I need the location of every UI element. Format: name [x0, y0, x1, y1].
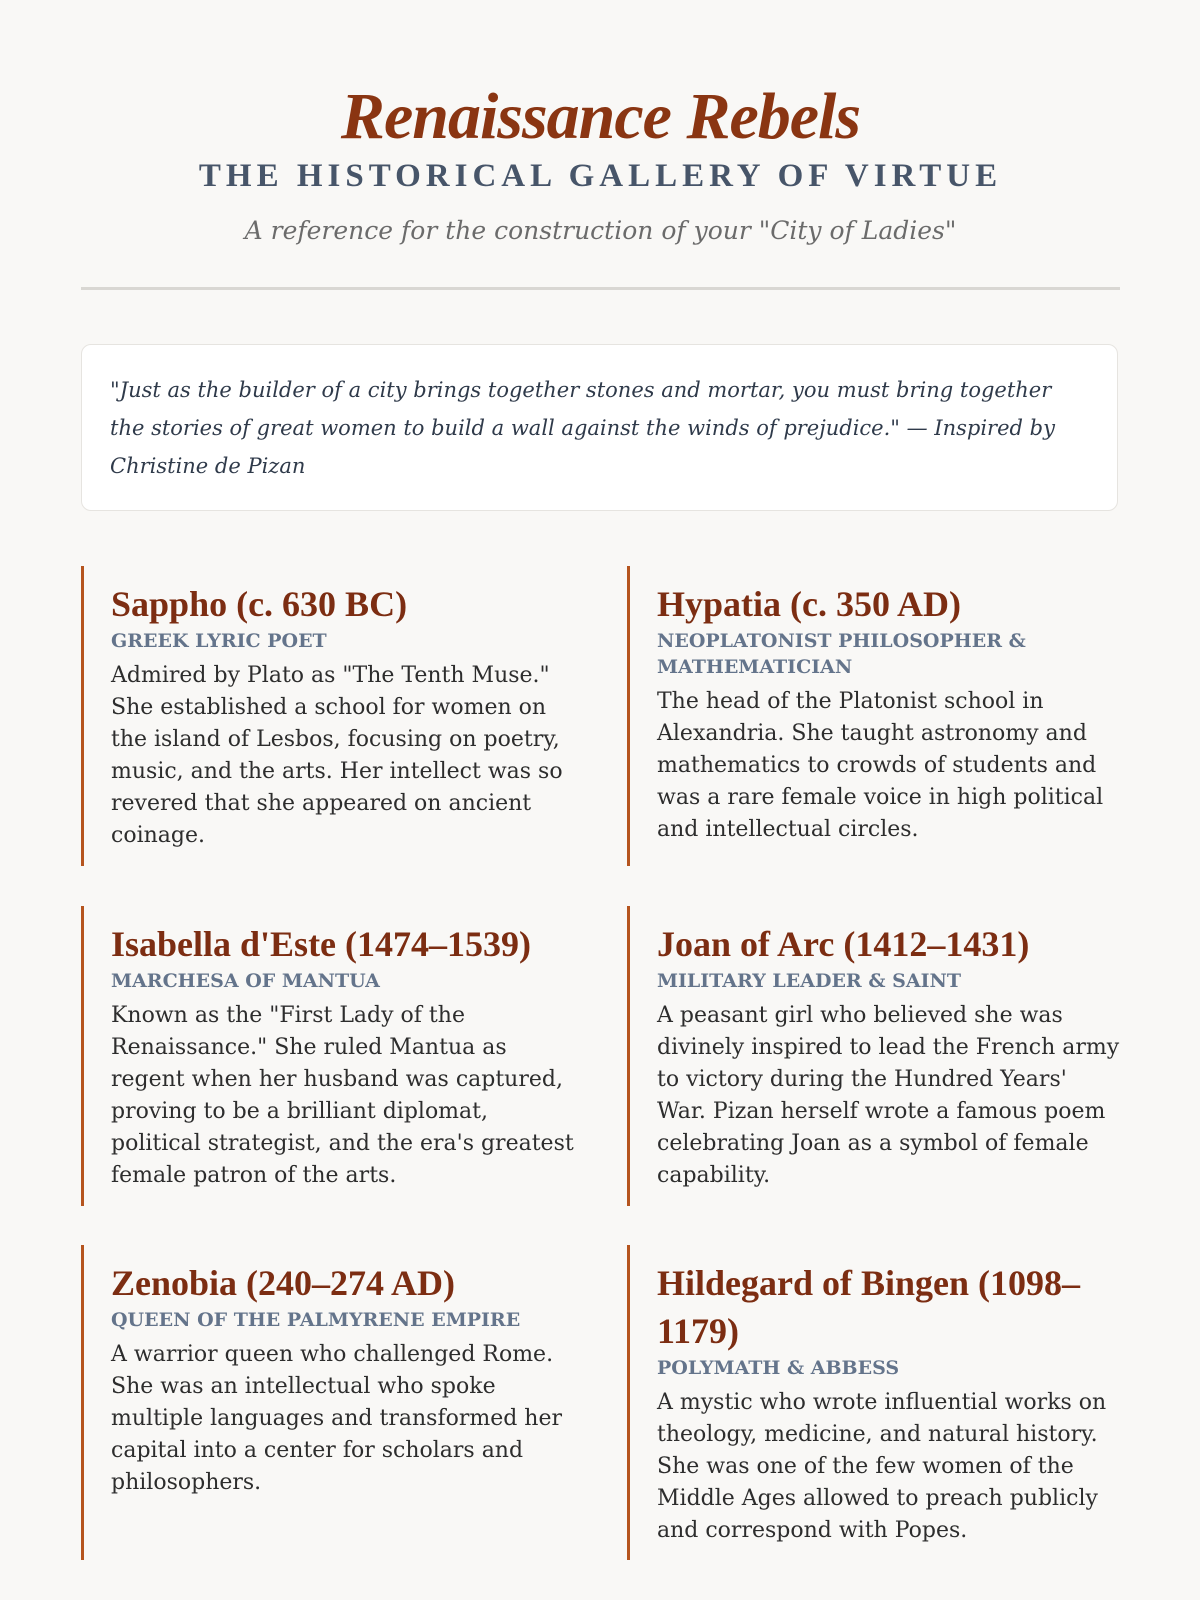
card-isabella — [81, 906, 579, 1206]
card-role: QUEEN OF THE PALMYRENE EMPIRE — [111, 1309, 521, 1331]
page-header — [81, 0, 1120, 246]
card-joan — [627, 906, 1120, 1206]
page — [81, 0, 1120, 1543]
page-tagline: A reference for the construction of your "City of Ladies" — [244, 216, 957, 246]
card-role: POLYMATH & ABBESS — [657, 1357, 900, 1379]
card-name: Joan of Arc (1412–1431) — [657, 924, 1030, 964]
card-description: Admired by Plato as "The Tenth Muse." She established a school for women on the island of Lesbos, focusing on poetry, music, and the arts. Her intellect was so revered that she appeared on ancient coinage. — [111, 663, 563, 848]
card-description: A mystic who wrote influential works on theology, medicine, and natural history. She was one of the few women of the Middle Ages allowed to preach publicly and correspond with Popes. — [657, 1390, 1107, 1543]
card-name: Isabella d'Este (1474–1539) — [111, 924, 532, 964]
card-description: A peasant girl who believed she was divinely inspired to lead the French army to victory during the Hundred Years' War. Pizan herself wrote a famous poem celebrating Joan as a symbol of female capability. — [657, 1003, 1120, 1188]
card-zenobia — [81, 1245, 579, 1560]
card-sappho — [81, 566, 579, 866]
card-description: The head of the Platonist school in Alexandria. She taught astronomy and mathematics to crowds of students and was a rare female voice in high political and intellectual circles. — [657, 689, 1104, 842]
quote-text: "Just as the builder of a city brings together stones and mortar, you must bring together the stories of great women to build a wall against the winds of prejudice." — Inspired by Christine de Pizan — [110, 378, 1055, 478]
page-title: Renaissance Rebels — [340, 80, 861, 153]
card-role: MARCHESA OF MANTUA — [111, 970, 380, 992]
card-hildegard — [627, 1245, 1120, 1560]
card-description: A warrior queen who challenged Rome. She was an intellectual who spoke multiple languages and transformed her capital into a center for scholars and philosophers. — [111, 1342, 563, 1495]
card-name: Hypatia (c. 350 AD) — [657, 584, 961, 624]
card-role: NEOPLATONIST PHILOSOPHER & MATHEMATICIAN — [657, 630, 1026, 678]
quote-box — [81, 344, 1118, 511]
card-name: Zenobia (240–274 AD) — [111, 1263, 456, 1303]
card-hypatia — [627, 566, 1120, 866]
header-divider — [81, 287, 1120, 290]
card-role: MILITARY LEADER & SAINT — [657, 970, 961, 992]
card-name: Hildegard of Bingen (1098–1179) — [657, 1263, 1081, 1351]
card-description: Known as the "First Lady of the Renaissance." She ruled Mantua as regent when her husband was captured, proving to be a brilliant diplomat, political strategist, and the era's greatest female patron of the arts. — [111, 1003, 574, 1188]
card-role: GREEK LYRIC POET — [111, 630, 327, 652]
page-subtitle: THE HISTORICAL GALLERY OF VIRTUE — [198, 158, 1003, 194]
card-name: Sappho (c. 630 BC) — [111, 584, 408, 624]
